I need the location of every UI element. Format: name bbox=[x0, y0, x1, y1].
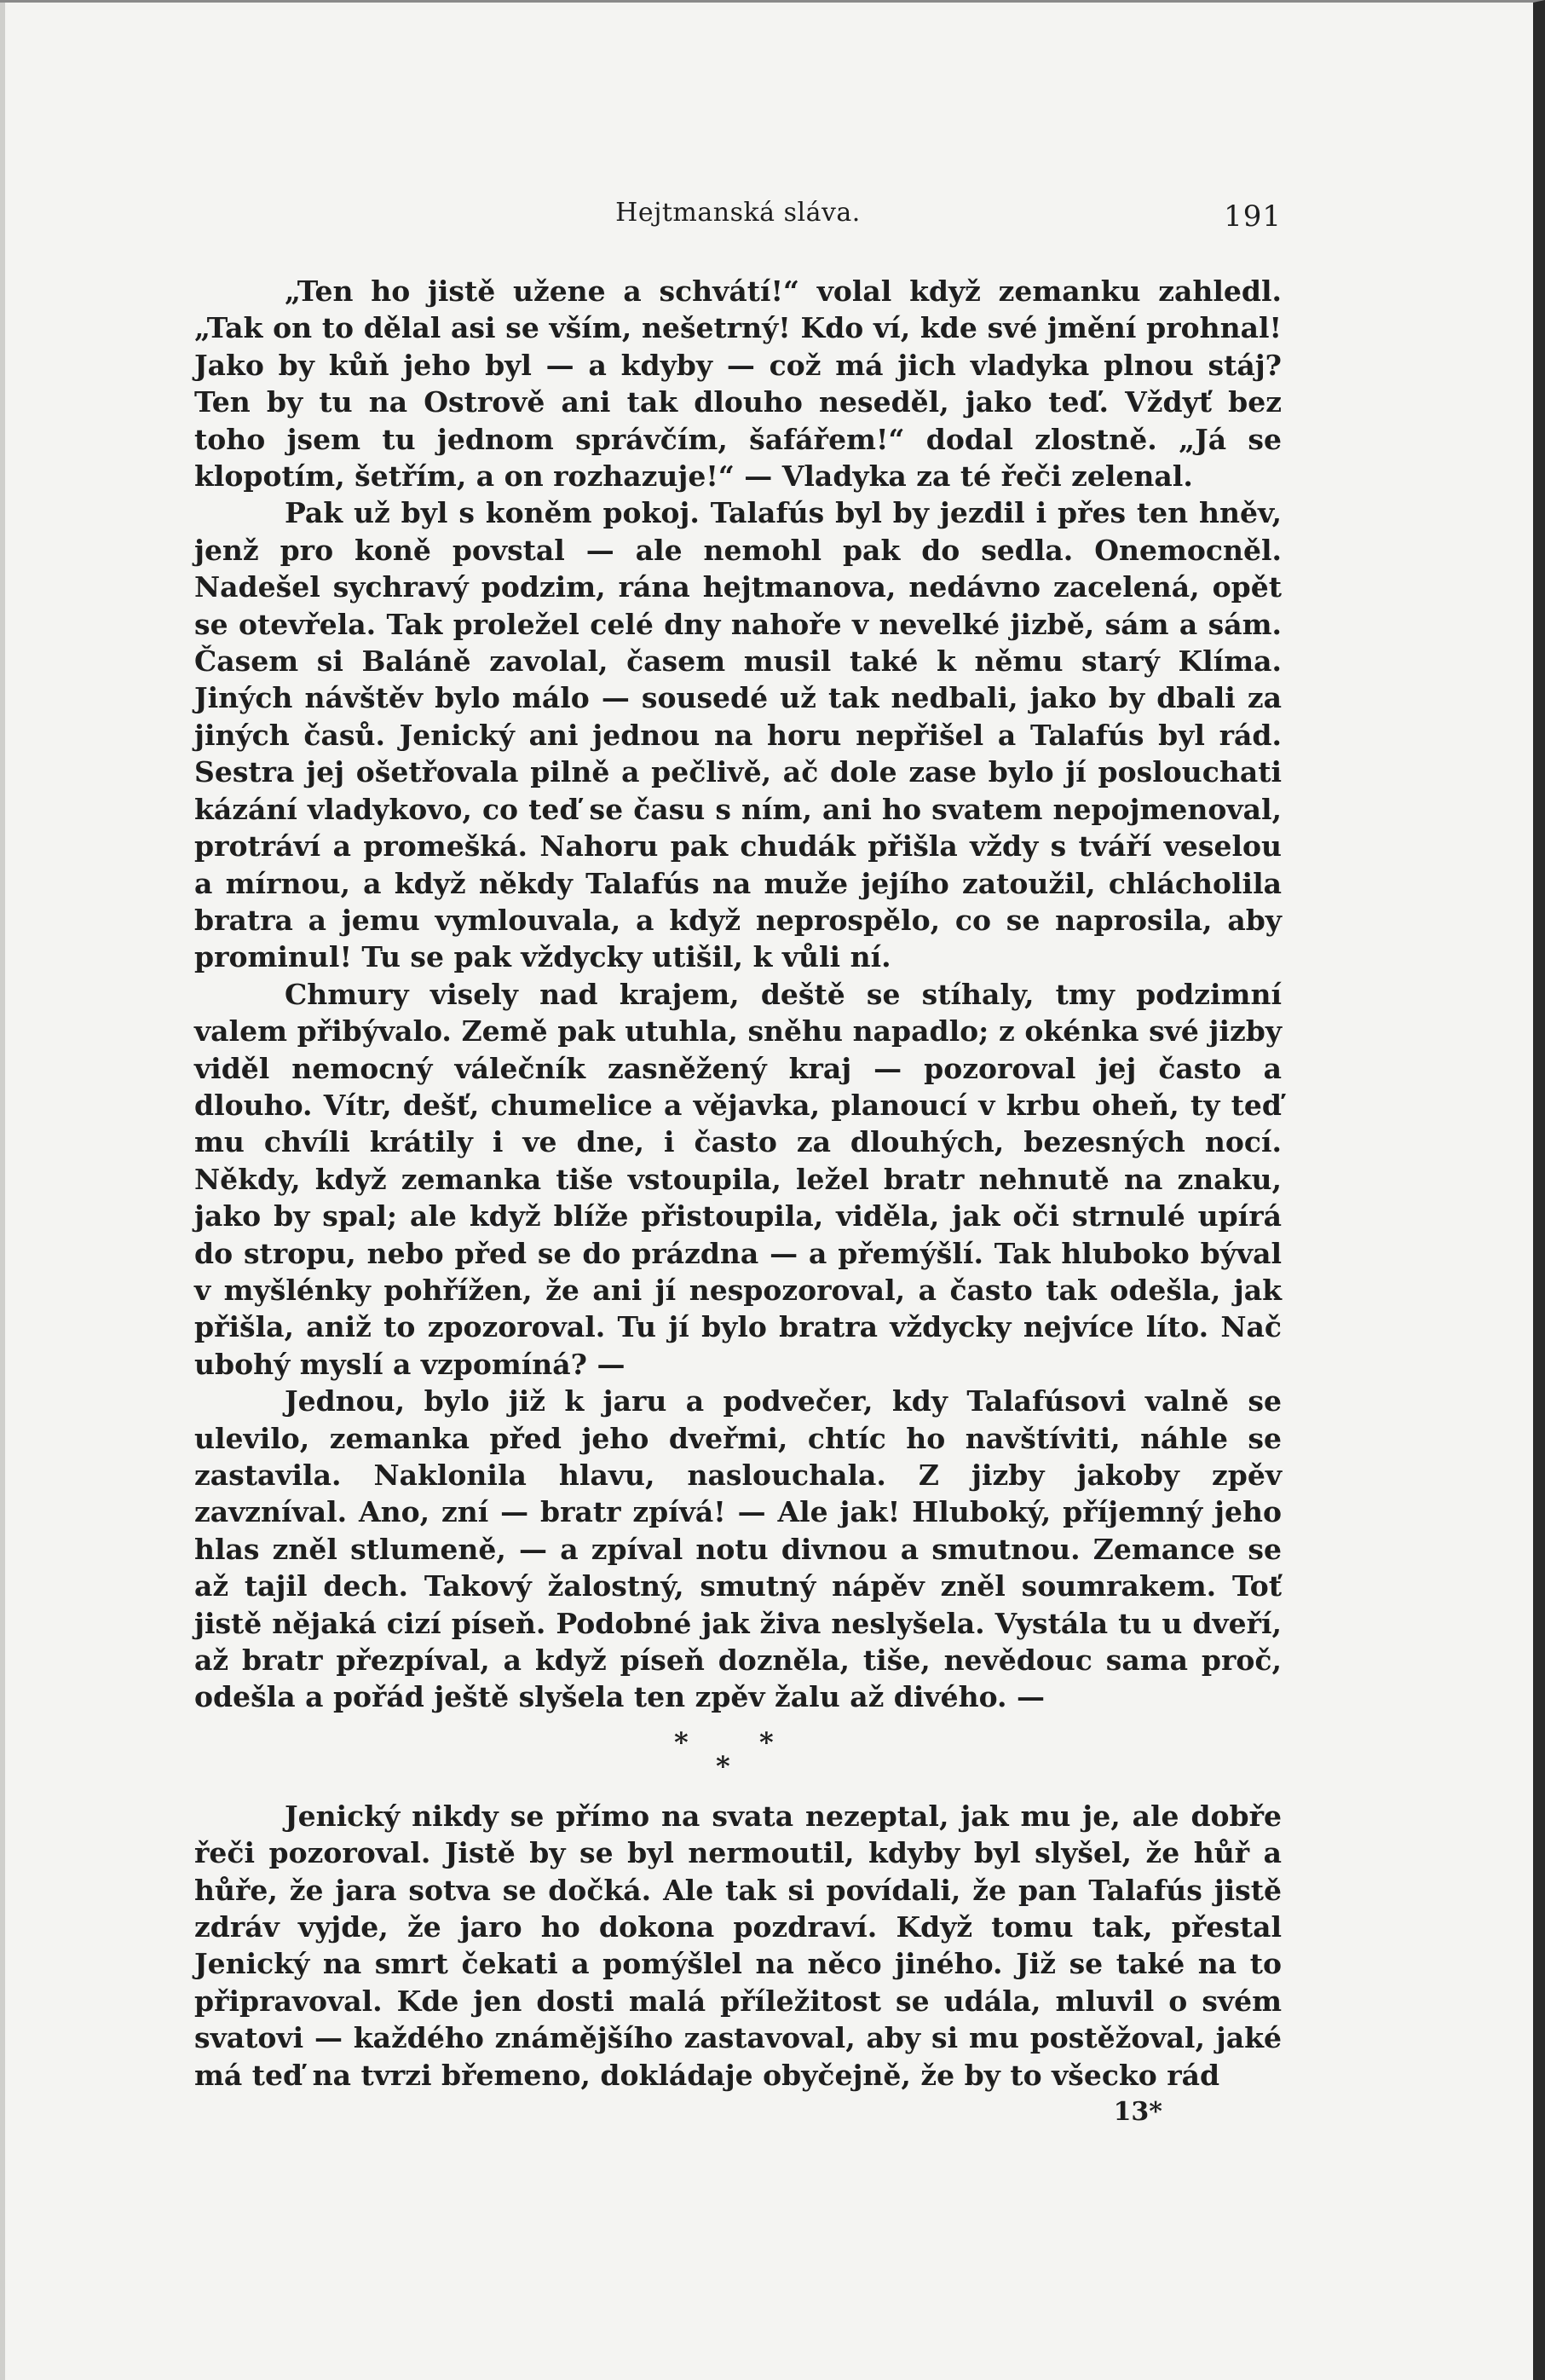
scan-edge-left bbox=[0, 0, 5, 2380]
paragraph-2: Pak už byl s koněm pokoj. Talafús byl by jezdil i přes ten hněv, jenž pro koně povstal — ale nemohl pak do sedla. Onemocněl. Nadešel sychravý podzim, rána hejtmanova, nedávno zacelená, opět se otevřela. Tak proležel celé dny nahoře v nevelké jizbě, sám a sám. Časem si Baláně zavolal, časem musil také k němu starý Klíma. Jiných návštěv bylo málo — sousedé už tak nedbali, jako by dbali za jiných časů. Jenický ani jednou na horu nepřišel a Talafús byl rád. Sestra jej ošetřovala pilně a pečlivě, ač dole zase bylo jí poslouchati kázání vladykovo, co teď se času s ním, ani ho svatem nepojmenoval, protráví a promešká. Nahoru pak chudák přišla vždy s tváří veselou a mírnou, a když někdy Talafús na muže jejího zatoužil, chlácholila bratra a jemu vymlouvala, a když neprospělo, co se naprosila, aby prominul! Tu se pak vždycky utišil, k vůli ní. bbox=[194, 496, 1282, 974]
asterisk-1: * bbox=[674, 1725, 689, 1759]
paragraph-5: Jenický nikdy se přímo na svata nezeptal, jak mu je, ale dobře řeči pozoroval. Jistě by se byl nermoutil, kdyby byl slyšel, že hůř a hůře, že jara sotva se dočká. Ale tak si povídali, že pan Talafús jistě zdráv vyjde, že jaro ho dokona pozdraví. Když tomu tak, přestal Jenický na smrt čekati a pomýšlel na něco jiného. Již se také na to připravoval. Kde jen dosti malá příležitost se udála, mluvil o svém svatovi — každého známějšího zastavoval, aby si mu postěžoval, jaké má teď na tvrzi břemeno, dokládaje obyčejně, že by to všecko rád bbox=[194, 1799, 1282, 2092]
page-number: 191 bbox=[1224, 199, 1282, 234]
page-header bbox=[194, 194, 1282, 242]
paragraph-3: Chmury visely nad krajem, deště se stíhaly, tmy podzimní valem přibývalo. Země pak utuhla, sněhu napadlo; z okénka své jizby viděl nemocný válečník zasněžený kraj — pozoroval jej často a dlouho. Vítr, dešť, chumelice a vějavka, planoucí v krbu oheň, ty teď mu chvíli krátily i ve dne, i často za dlouhých, bezesných nocí. Někdy, když zemanka tiše vstoupila, ležel bratr nehnutě na znaku, jako by spal; ale když blíže přistoupila, viděla, jak oči strnulé upírá do stropu, nebo před se do prázdna — a přemýšlí. Tak hluboko býval v myšlénky pohřížen, že ani jí nespozoroval, a často tak odešla, jak přišla, aniž to zpozoroval. Tu jí bylo bratra vždycky nejvíce líto. Nač ubohý myslí a vzpomíná? — bbox=[194, 977, 1282, 1381]
section-break-asterism bbox=[194, 1719, 1282, 1781]
signature-mark: 13* bbox=[1113, 2097, 1162, 2128]
running-title: Hejtmanská sláva. bbox=[615, 198, 861, 228]
asterisk-3: * bbox=[716, 1749, 730, 1782]
paragraph-1: „Ten ho jistě užene a schvátí!“ volal když zemanku zahledl. „Tak on to dělal asi se vším, nešetrný! Kdo ví, kde své jmění prohnal! Jako by kůň jeho byl — a kdyby — což má jich vladyka plnou stáj? Ten by tu na Ostrově ani tak dlouho neseděl, jako teď. Vždyť bez toho jsem tu jednom správčím, šafářem!“ dodal zlostně. „Já se klopotím, šetřím, a on rozhazuje!“ — Vladyka za té řeči zelenal. bbox=[194, 274, 1282, 494]
body-text bbox=[194, 273, 1282, 2094]
asterisk-2: * bbox=[759, 1725, 774, 1759]
paragraph-4: Jednou, bylo již k jaru a podvečer, kdy Talafúsovi valně se ulevilo, zemanka před jeho dveřmi, chtíc ho navštíviti, náhle se zastavila. Naklonila hlavu, naslouchala. Z jizby jakoby zpěv zavzníval. Ano, zní — bratr zpívá! — Ale jak! Hluboký, příjemný jeho hlas zněl stlumeně, — a zpíval notu divnou a smutnou. Zemance se až tajil dech. Takový žalostný, smutný nápěv zněl soumrakem. Toť jistě nějaká cizí píseň. Podobné jak živa neslyšela. Vystála tu u dveří, až bratr přezpíval, a když píseň dozněla, tiše, nevědouc sama proč, odešla a pořád ještě slyšela ten zpěv žalu až divého. — bbox=[194, 1384, 1282, 1714]
book-page bbox=[194, 194, 1282, 2308]
